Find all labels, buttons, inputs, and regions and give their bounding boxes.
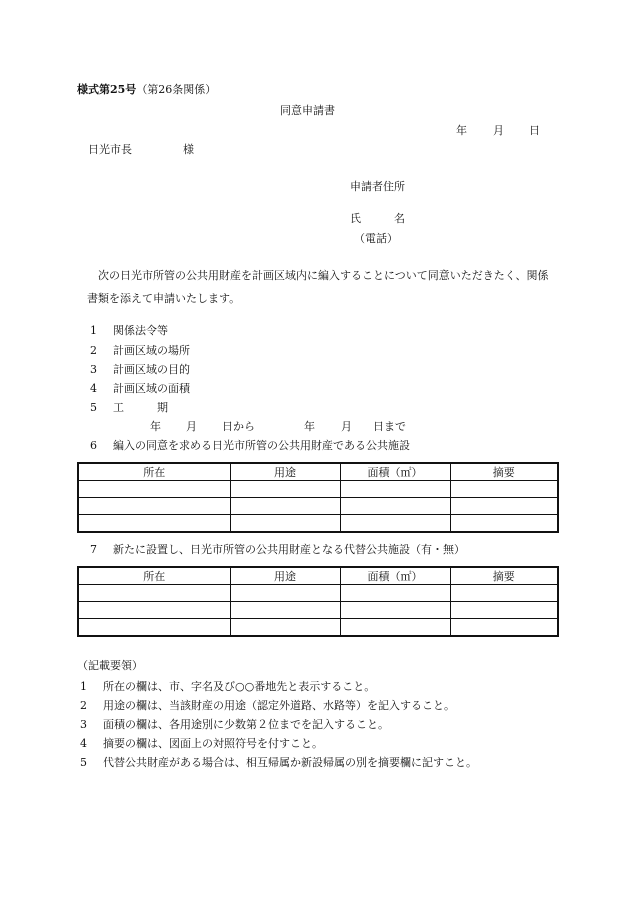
form-relation: （第26条関係） bbox=[136, 83, 217, 96]
form-number bbox=[77, 83, 216, 97]
list-item bbox=[90, 382, 190, 396]
date-month: 月 bbox=[493, 124, 504, 137]
table-cell[interactable] bbox=[230, 481, 340, 498]
applicant-name-label: 氏 名 bbox=[350, 212, 405, 225]
table-cell[interactable] bbox=[450, 481, 558, 498]
item-num: 3 bbox=[90, 363, 97, 376]
table-row bbox=[78, 498, 558, 515]
item-num: 1 bbox=[90, 324, 97, 337]
table-cell[interactable] bbox=[340, 602, 450, 619]
table-cell[interactable] bbox=[78, 619, 230, 637]
note-num: 5 bbox=[80, 756, 87, 769]
applicant-phone-label: （電話） bbox=[354, 232, 398, 245]
table-cell[interactable] bbox=[450, 498, 558, 515]
table-cell[interactable] bbox=[340, 515, 450, 533]
page-title: 同意申請書 bbox=[280, 104, 335, 117]
table-cell[interactable] bbox=[230, 619, 340, 637]
note-text: 用途の欄は、当該財産の用途（認定外道路、水路等）を記入すること。 bbox=[103, 699, 455, 712]
table-row bbox=[78, 515, 558, 533]
note-num: 3 bbox=[80, 718, 87, 731]
form-number-label: 様式第25号 bbox=[77, 83, 137, 96]
list-item bbox=[80, 718, 389, 732]
item-num: 4 bbox=[90, 382, 97, 395]
table-cell[interactable] bbox=[340, 619, 450, 637]
col-header-area: 面積（㎡） bbox=[340, 463, 450, 481]
table-cell[interactable] bbox=[450, 585, 558, 602]
table-row bbox=[78, 481, 558, 498]
note-num: 1 bbox=[80, 680, 87, 693]
item-num: 2 bbox=[90, 344, 97, 357]
list-item bbox=[80, 756, 477, 770]
note-num: 4 bbox=[80, 737, 87, 750]
period-start-month: 月 bbox=[186, 420, 197, 433]
table-cell[interactable] bbox=[230, 515, 340, 533]
item-7 bbox=[90, 543, 465, 557]
col-header-use: 用途 bbox=[230, 567, 340, 585]
item-num: 6 bbox=[90, 439, 97, 452]
item-label: 新たに設置し、日光市所管の公共用財産となる代替公共施設（有・無） bbox=[113, 543, 465, 556]
table-cell[interactable] bbox=[340, 498, 450, 515]
item-label: 計画区域の目的 bbox=[113, 363, 190, 376]
table-cell[interactable] bbox=[450, 515, 558, 533]
list-item bbox=[90, 363, 190, 377]
table-cell[interactable] bbox=[230, 498, 340, 515]
applicant-address-label: 申請者住所 bbox=[350, 180, 405, 193]
table-header-row bbox=[78, 463, 558, 481]
facility-table-2 bbox=[77, 566, 559, 637]
table-row bbox=[78, 619, 558, 637]
table-cell[interactable] bbox=[230, 602, 340, 619]
list-item bbox=[80, 680, 375, 694]
period-end-month: 月 bbox=[341, 420, 352, 433]
table-cell[interactable] bbox=[78, 481, 230, 498]
col-header-summary: 摘要 bbox=[450, 463, 558, 481]
table-cell[interactable] bbox=[340, 481, 450, 498]
notes-title: （記載要領） bbox=[77, 659, 143, 672]
item-label: 関係法令等 bbox=[113, 324, 168, 337]
body-paragraph: 次の日光市所管の公共用財産を計画区域内に編入することについて同意いただきたく、関係書類を添えて申請いたします。 bbox=[87, 269, 549, 305]
table-row bbox=[78, 585, 558, 602]
table-cell[interactable] bbox=[78, 515, 230, 533]
item-label: 計画区域の面積 bbox=[113, 382, 190, 395]
col-header-location: 所在 bbox=[78, 567, 230, 585]
item-label: 計画区域の場所 bbox=[113, 344, 190, 357]
period-start-day: 日から bbox=[222, 420, 255, 433]
list-item bbox=[80, 737, 323, 751]
table-header-row bbox=[78, 567, 558, 585]
list-item bbox=[90, 344, 190, 358]
list-item bbox=[90, 324, 168, 338]
table-cell[interactable] bbox=[78, 498, 230, 515]
col-header-area: 面積（㎡） bbox=[340, 567, 450, 585]
col-header-use: 用途 bbox=[230, 463, 340, 481]
table-cell[interactable] bbox=[78, 602, 230, 619]
note-text: 面積の欄は、各用途別に少数第２位までを記入すること。 bbox=[103, 718, 389, 731]
list-item bbox=[80, 699, 455, 713]
col-header-location: 所在 bbox=[78, 463, 230, 481]
note-text: 代替公共財産がある場合は、相互帰属か新設帰属の別を摘要欄に記すこと。 bbox=[103, 756, 477, 769]
note-text: 摘要の欄は、図面上の対照符号を付すこと。 bbox=[103, 737, 323, 750]
item-label: 編入の同意を求める日光市所管の公共用財産である公共施設 bbox=[113, 439, 410, 452]
facility-table-1 bbox=[77, 462, 559, 533]
table-cell[interactable] bbox=[450, 619, 558, 637]
item-num: 5 bbox=[90, 401, 97, 414]
table-cell[interactable] bbox=[450, 602, 558, 619]
item-label: 工 期 bbox=[113, 401, 168, 414]
note-text: 所在の欄は、市、字名及び○○番地先と表示すること。 bbox=[103, 680, 376, 693]
period-start-year: 年 bbox=[150, 420, 161, 433]
date-year: 年 bbox=[456, 124, 467, 137]
table-cell[interactable] bbox=[230, 585, 340, 602]
note-num: 2 bbox=[80, 699, 87, 712]
date-day: 日 bbox=[529, 124, 540, 137]
item-num: 7 bbox=[90, 543, 97, 556]
addressee-honorific: 様 bbox=[183, 143, 194, 156]
list-item bbox=[90, 401, 168, 415]
table-row bbox=[78, 602, 558, 619]
period-end-day: 日まで bbox=[373, 420, 406, 433]
period-end-year: 年 bbox=[304, 420, 315, 433]
table-cell[interactable] bbox=[340, 585, 450, 602]
addressee-name: 日光市長 bbox=[88, 143, 132, 156]
table-cell[interactable] bbox=[78, 585, 230, 602]
item-6 bbox=[90, 439, 410, 453]
col-header-summary: 摘要 bbox=[450, 567, 558, 585]
